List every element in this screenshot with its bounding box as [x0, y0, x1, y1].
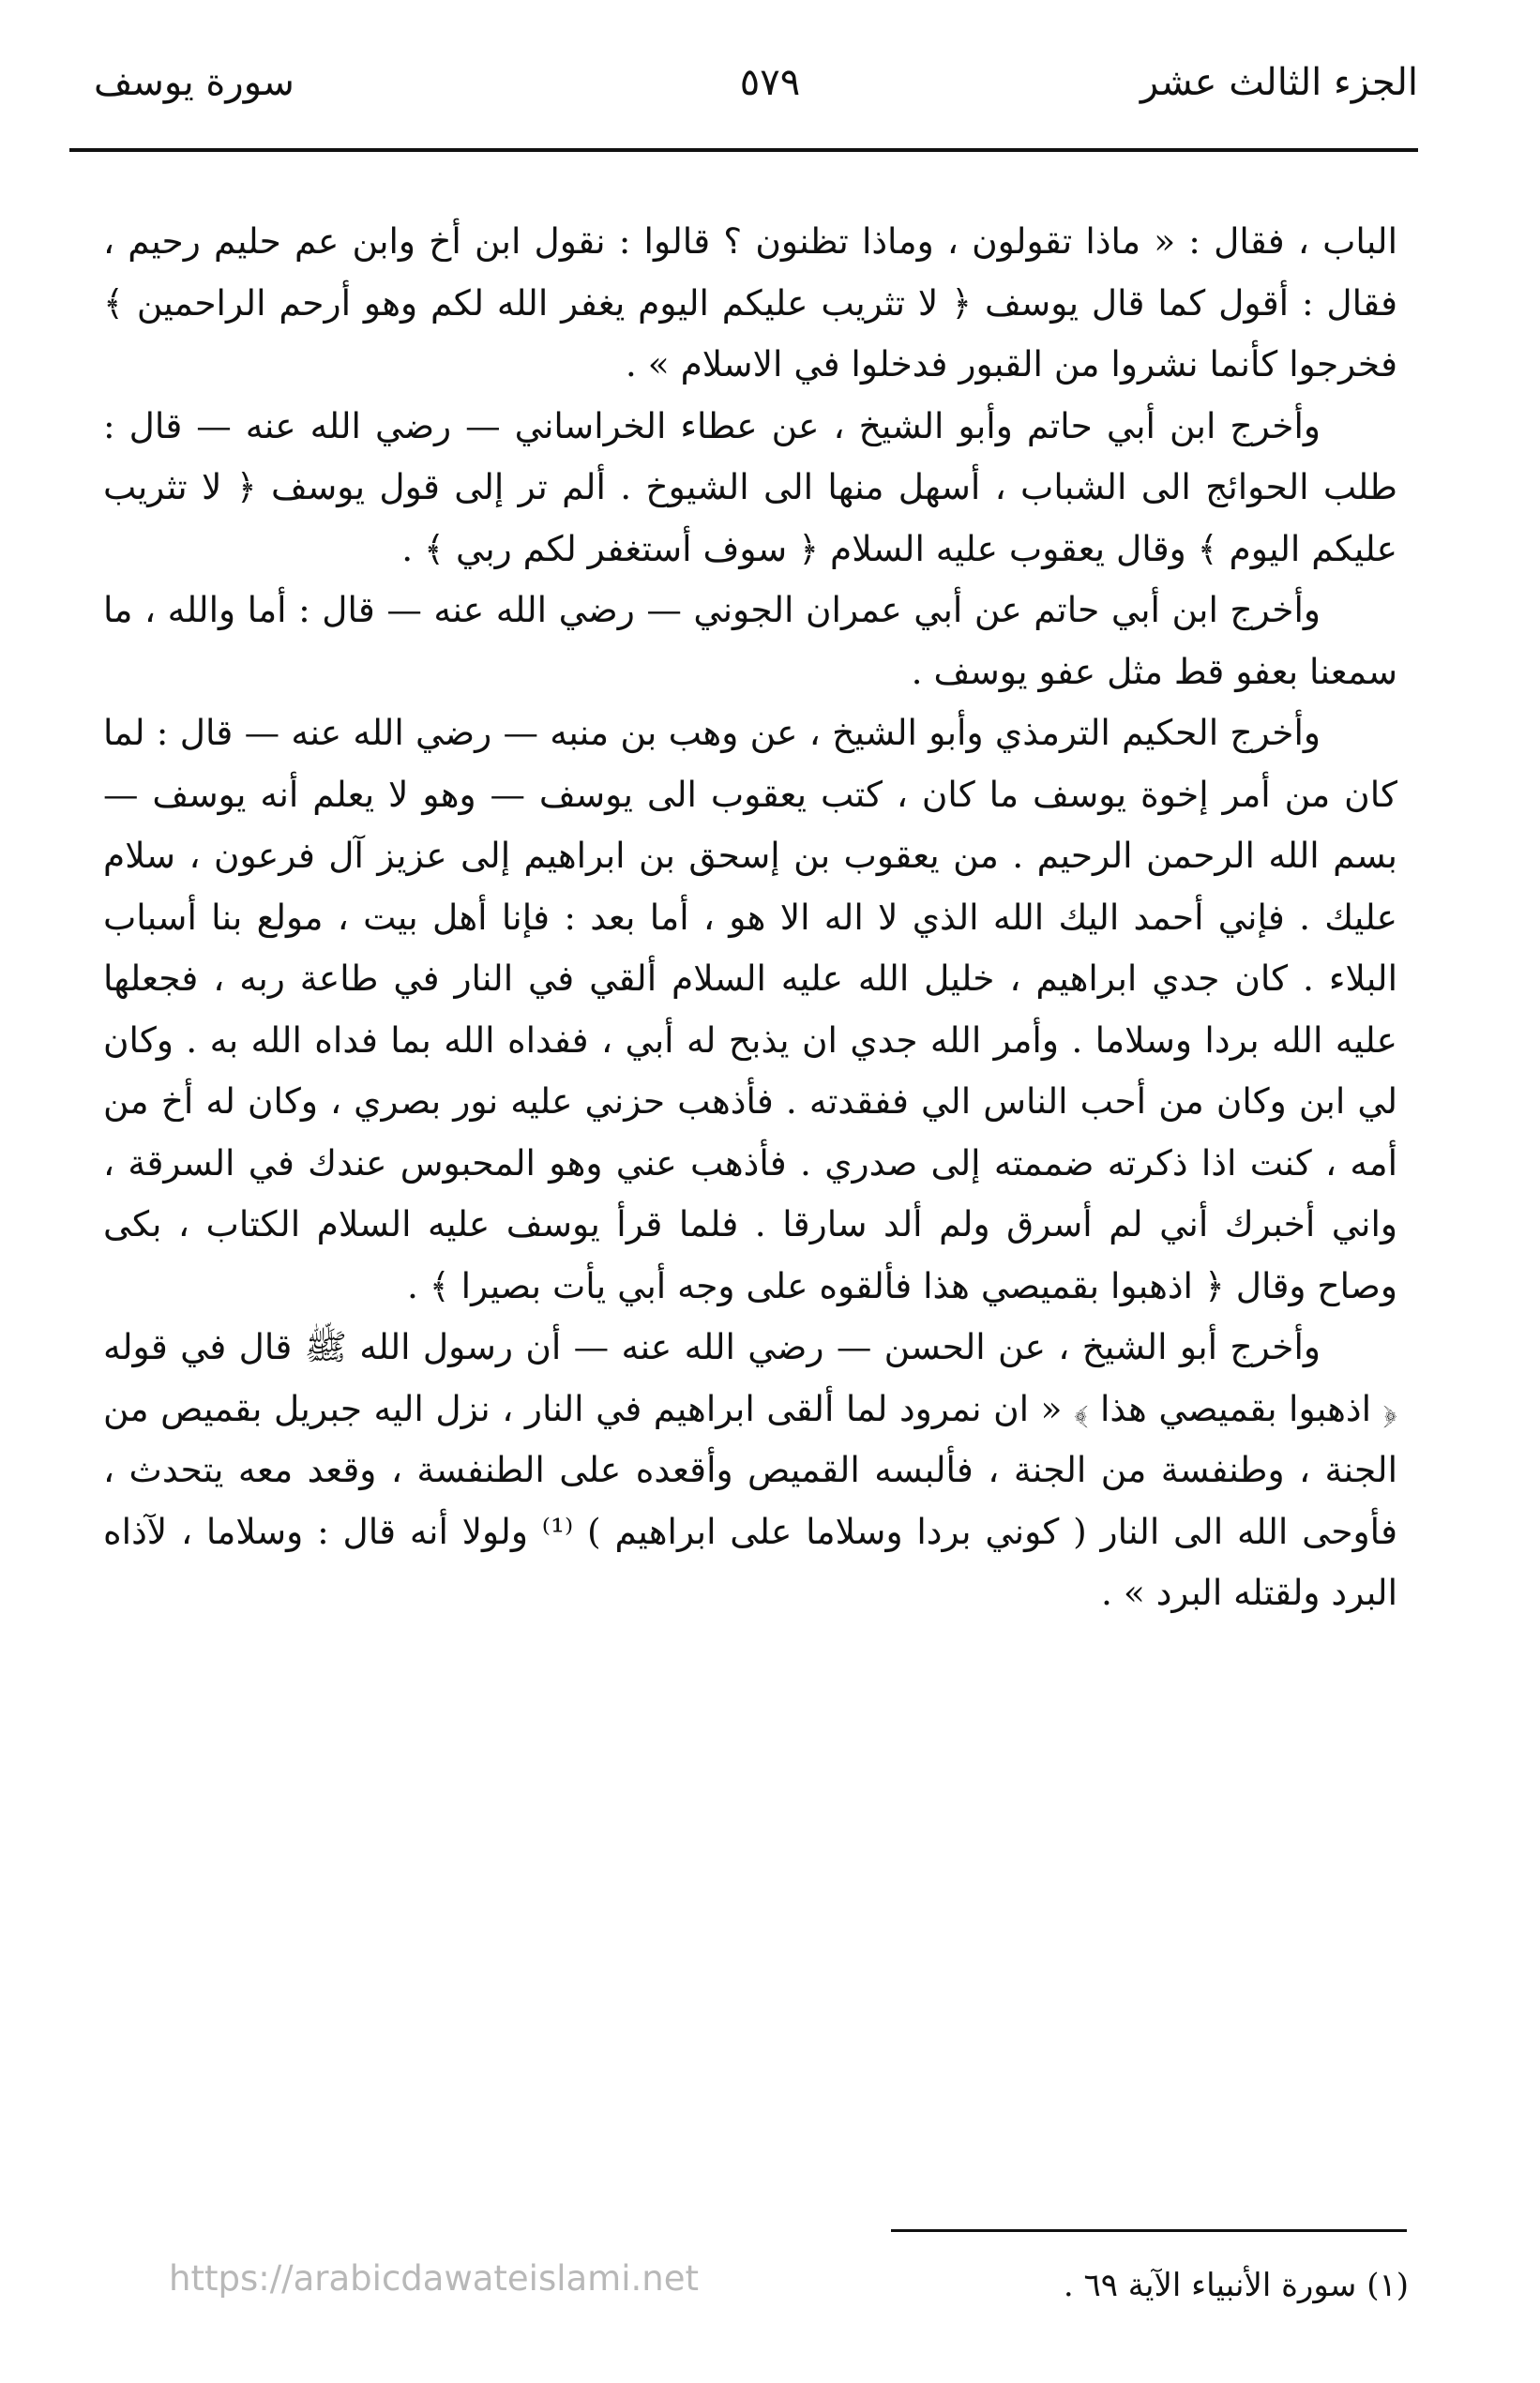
main-text [103, 211, 1397, 1624]
footnote: (١) سورة الأنبياء الآية ٦٩ . [1063, 2267, 1409, 2304]
header-page-number: ٥٧٩ [739, 61, 801, 104]
header-rule [69, 148, 1418, 152]
paragraph-1: الباب ، فقال : « ماذا تقولون ، وماذا تظنون ؟ قالوا : نقول ابن أخ وابن عم حليم رحيم ، فقال : أقول كما قال يوسف ﴿ لا تثريب عليكم اليوم يغفر الله لكم وهو أرحم الراحمين ﴾ فخرجوا كأنما نشروا من القبور فدخلوا في الاسلام » . [103, 220, 1397, 385]
watermark-url: https://arabicdawateislami.net [169, 2258, 699, 2299]
paragraph-4: وأخرج الحكيم الترمذي وأبو الشيخ ، عن وهب بن منبه — رضي الله عنه — قال : لما كان من أمر إخوة يوسف ما كان ، كتب يعقوب الى يوسف — وهو لا يعلم أنه يوسف — بسم الله الرحمن الرحيم . من يعقوب بن إسحق بن ابراهيم إلى عزيز آل فرعون ، سلام عليك . فإني أحمد اليك الله الذي لا اله الا هو ، أما بعد : فإنا أهل بيت ، مولع بنا أسباب البلاء . كان جدي ابراهيم ، خليل الله عليه السلام ألقي في النار في طاعة ربه ، فجعلها عليه الله بردا وسلاما . وأمر الله جدي ان يذبح له أبي ، ففداه الله بما فداه الله به . وكان لي ابن وكان من أحب الناس الي ففقدته . فأذهب حزني عليه نور بصري ، وكان له أخ من أمه ، كنت اذا ذكرته ضممته إلى صدري . فأذهب عني وهو المحبوس عندك في السرقة ، واني أخبرك أني لم أسرق ولم ألد سارقا . فلما قرأ يوسف عليه السلام الكتاب ، بكى وصاح وقال ﴿ اذهبوا بقميصي هذا فألقوه على وجه أبي يأت بصيرا ﴾ . [103, 712, 1397, 1306]
header-surah-title: سورة يوسف [94, 61, 294, 104]
header-part-title: الجزء الثالث عشر [1140, 61, 1418, 104]
paragraph-3: وأخرج ابن أبي حاتم عن أبي عمران الجوني — رضي الله عنه — قال : أما والله ، ما سمعنا بعفو قط مثل عفو يوسف . [103, 589, 1397, 692]
paragraph-2: وأخرج ابن أبي حاتم وأبو الشيخ ، عن عطاء الخراساني — رضي الله عنه — قال : طلب الحوائج الى الشباب ، أسهل منها الى الشيوخ . ألم تر إلى قول يوسف ﴿ لا تثريب عليكم اليوم ﴾ وقال يعقوب عليه السلام ﴿ سوف أستغفر لكم ربي ﴾ . [103, 404, 1397, 569]
paragraph-5: وأخرج أبو الشيخ ، عن الحسن — رضي الله عنه — أن رسول الله ﷺ قال في قوله ﴿ اذهبوا بقميصي هذا ﴾ « ان نمرود لما ألقى ابراهيم في النار ، نزل اليه جبريل بقميص من الجنة ، وطنفسة من الجنة ، فألبسه القميص وأقعده على الطنفسة ، وقعد معه يتحدث ، فأوحى الله الى النار ( كوني بردا وسلاما على ابراهيم ) ⁽¹⁾ ولولا أنه قال : وسلاما ، لآذاه البرد ولقتله البرد » . [103, 1326, 1398, 1613]
footnote-rule [891, 2229, 1407, 2232]
